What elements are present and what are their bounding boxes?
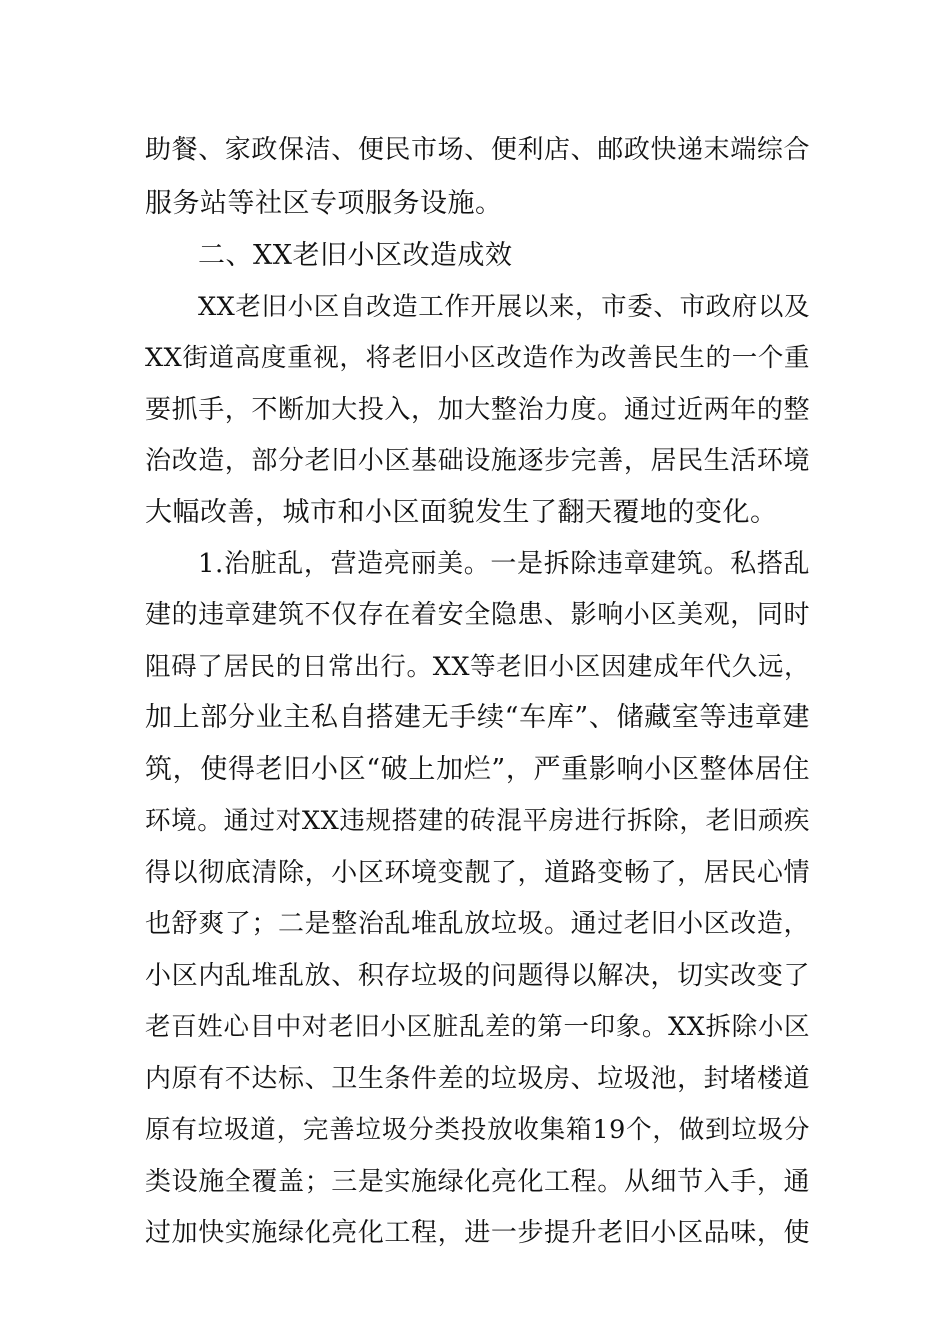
text-line: 过加快实施绿化亮化工程，进一步提升老旧小区品味，使: [145, 1218, 810, 1248]
text-line: 大幅改善，城市和小区面貌发生了翻天覆地的变化。: [145, 497, 778, 528]
text-line: 建的违章建筑不仅存在着安全隐患、影响小区美观，同时: [145, 600, 810, 630]
text-line: 助餐、家政保洁、便民市场、便利店、邮政快递末端综合: [145, 135, 810, 165]
text-line: 类设施全覆盖；三是实施绿化亮化工程。从细节入手，通: [145, 1167, 810, 1197]
text-line: 内原有不达标、卫生条件差的垃圾房、垃圾池，封堵楼道: [145, 1064, 810, 1094]
text-line: 服务站等社区专项服务设施。: [145, 188, 503, 219]
text-line: 治改造，部分老旧小区基础设施逐步完善，居民生活环境: [145, 446, 810, 476]
text-line: 老百姓心目中对老旧小区脏乱差的第一印象。XX拆除小区: [145, 1012, 810, 1042]
text-line: 小区内乱堆乱放、积存垃圾的问题得以解决，切实改变了: [145, 961, 810, 991]
text-line: XX街道高度重视，将老旧小区改造作为改善民生的一个重: [145, 343, 810, 373]
text-line: XX老旧小区自改造工作开展以来，市委、市政府以及: [198, 292, 810, 322]
section-heading: 二、XX老旧小区改造成效: [198, 240, 513, 271]
text-line: 也舒爽了；二是整治乱堆乱放垃圾。通过老旧小区改造，: [145, 909, 810, 939]
text-line: 原有垃圾道，完善垃圾分类投放收集箱19个，做到垃圾分: [145, 1115, 810, 1145]
text-line: 加上部分业主私自搭建无手续“车库”、储藏室等违章建: [145, 702, 810, 733]
text-line: 得以彻底清除，小区环境变靓了，道路变畅了，居民心情: [145, 858, 810, 888]
text-line: 1.治脏乱，营造亮丽美。一是拆除违章建筑。私搭乱: [198, 549, 810, 579]
text-line: 阻碍了居民的日常出行。XX等老旧小区因建成年代久远，: [145, 652, 810, 682]
text-line: 筑，使得老旧小区“破上加烂”，严重影响小区整体居住: [145, 754, 810, 785]
text-line: 要抓手，不断加大投入，加大整治力度。通过近两年的整: [145, 395, 810, 425]
text-line: 环境。通过对XX违规搭建的砖混平房进行拆除，老旧顽疾: [145, 806, 810, 836]
